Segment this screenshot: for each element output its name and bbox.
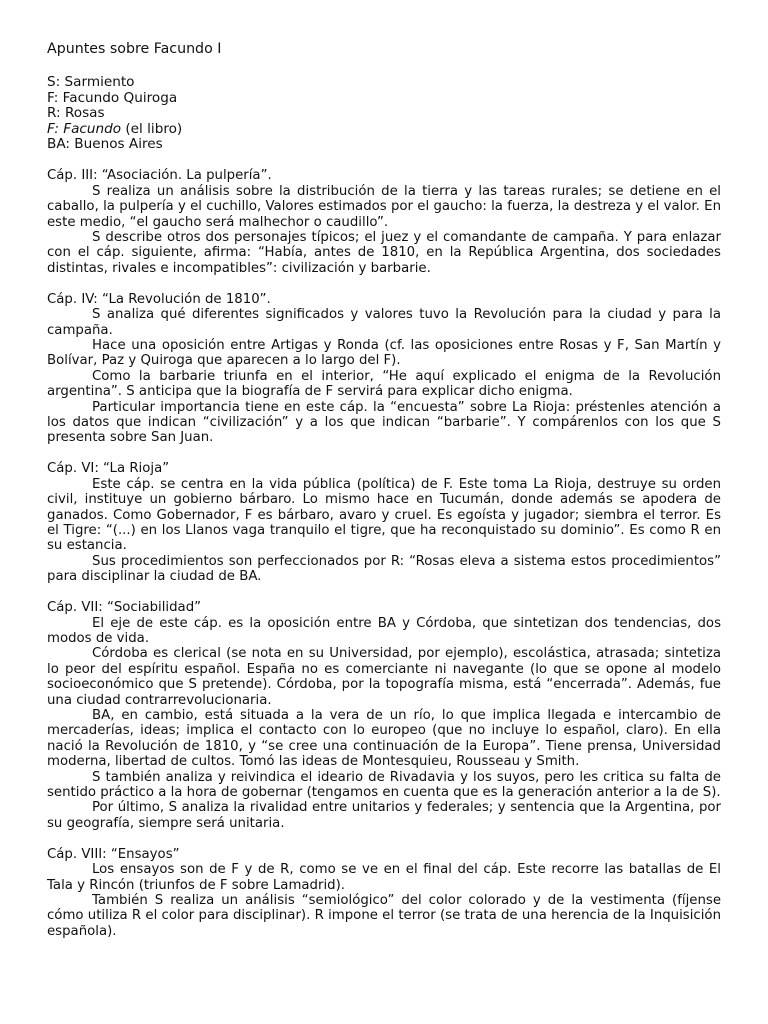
paragraph: El eje de este cáp. es la oposición entre BA y Córdoba, que sintetizan dos tendencias, dos modos de vida. bbox=[47, 615, 721, 646]
paragraph: También S realiza un análisis “semiológico” del color colorado y de la vestimenta (fíjense cómo utiliza R el color para disciplinar). R impone el terror (se trata de una herencia de la Inquisición española). bbox=[47, 892, 721, 939]
legend-item: S: Sarmiento bbox=[47, 74, 135, 91]
chapter-iii bbox=[47, 168, 721, 276]
legend-key: F bbox=[47, 89, 54, 106]
legend-value: Buenos Aires bbox=[74, 136, 163, 153]
legend-key: S bbox=[47, 74, 56, 91]
chapter-iv bbox=[47, 292, 721, 446]
paragraph: S también analiza y reivindica el ideario de Rivadavia y los suyos, pero les critica su falta de sentido práctico a la hora de gobernar (tengamos en cuenta que es la generación anterior a la de S). bbox=[47, 769, 721, 800]
document-page bbox=[47, 42, 721, 955]
paragraph: S realiza un análisis sobre la distribución de la tierra y las tareas rurales; se detiene en el caballo, la pulpería y el cuchillo, Valores estimados por el gaucho: la fuerza, la destreza y el valor. En este medio, “el gaucho será malhechor o caudillo”. bbox=[47, 183, 721, 230]
chapter-title: Cáp. VIII: “Ensayos” bbox=[47, 846, 180, 862]
legend-item: F: Facundo (el libro) bbox=[47, 120, 183, 137]
chapter-title: Cáp. IV: “La Revolución de 1810”. bbox=[47, 291, 271, 307]
paragraph: Hace una oposición entre Artigas y Ronda (cf. las oposiciones entre Rosas y F, San Martín y Bolívar, Paz y Quiroga que aparecen a lo largo del F). bbox=[47, 338, 721, 369]
paragraph: Como la barbarie triunfa en el interior, “He aquí explicado el enigma de la Revolución argentina”. S anticipa que la biografía de F servirá para explicar dicho enigma. bbox=[47, 368, 721, 400]
paragraph: S analiza qué diferentes significados y valores tuvo la Revolución para la ciudad y para la campaña. bbox=[47, 307, 721, 338]
chapter-viii bbox=[47, 847, 721, 939]
paragraph: Los ensayos son de F y de R, como se ve en el final del cáp. Este recorre las batallas de El Tala y Rincón (triunfos de F sobre Lamadrid). bbox=[47, 862, 721, 893]
chapter-vi bbox=[47, 461, 721, 584]
legend-key: BA bbox=[47, 136, 66, 153]
legend-key: F bbox=[47, 120, 55, 137]
legend-value: Facundo Quiroga bbox=[62, 89, 178, 106]
paragraph: Particular importancia tiene en este cáp. la “encuesta” sobre La Rioja: préstenles atención a los datos que indican “civilización” y a los que indican “barbarie”. Y compárenlos con los que S presenta sobre San Juan. bbox=[47, 399, 721, 446]
legend-suffix: (el libro) bbox=[121, 120, 183, 137]
chapter-title: Cáp. VI: “La Rioja” bbox=[47, 461, 170, 477]
legend-value: Facundo bbox=[63, 120, 122, 137]
legend-item: BA: Buenos Aires bbox=[47, 136, 163, 153]
chapter-title: Cáp. VII: “Sociabilidad” bbox=[47, 600, 202, 616]
paragraph: Sus procedimientos son perfeccionados por R: “Rosas eleva a sistema estos procedimientos” para disciplinar la ciudad de BA. bbox=[47, 553, 721, 585]
chapter-title: Cáp. III: “Asociación. La pulpería”. bbox=[47, 168, 272, 184]
paragraph: Este cáp. se centra en la vida pública (política) de F. Este toma La Rioja, destruye su orden civil, instituye un gobierno bárbaro. Lo mismo hace en Tucumán, donde además se apodera de ganados. Como Gobernador, F es bárbaro, avaro y cruel. Es egoísta y jugador; siembra el terror. Es el Tigre: “(...) en los Llanos vaga tranquilo el tigre, que ha reconquistado su dominio”. Es como R en su estancia. bbox=[47, 476, 721, 554]
paragraph: Córdoba es clerical (se nota en su Universidad, por ejemplo), escolástica, atrasada; sintetiza lo peor del espíritu español. España no es comerciante ni navegante (lo que se opone al modelo socioeconómico que S pretende). Córdoba, por la topografía misma, está “encerrada”. Además, fue una ciudad contrarrevolucionaria. bbox=[47, 646, 721, 708]
legend-item: R: Rosas bbox=[47, 105, 105, 122]
paragraph: Por último, S analiza la rivalidad entre unitarios y federales; y sentencia que la Argentina, por su geografía, siempre será unitaria. bbox=[47, 800, 721, 831]
chapter-vii bbox=[47, 600, 721, 831]
abbreviation-legend bbox=[47, 75, 721, 152]
document-title: Apuntes sobre Facundo I bbox=[47, 41, 222, 57]
paragraph: BA, en cambio, está situada a la vera de un río, lo que implica llegada e intercambio de mercaderías, ideas; implica el contacto con lo europeo (que no incluye lo español, claro). En ella nació la Revolución de 1810, y “se cree una continuación de la Europa”. Tiene prensa, Universidad moderna, libertad de cultos. Tomó las ideas de Montesquieu, Rousseau y Smith. bbox=[47, 707, 721, 770]
legend-value: Rosas bbox=[64, 105, 105, 122]
legend-value: Sarmiento bbox=[64, 74, 135, 91]
legend-item: F: Facundo Quiroga bbox=[47, 89, 178, 106]
legend-key: R bbox=[47, 105, 57, 122]
paragraph: S describe otros dos personajes típicos; el juez y el comandante de campaña. Y para enlazar con el cáp. siguiente, afirma: “Había, antes de 1810, en la República Argentina, dos sociedades distintas, rivales e incompatibles”: civilización y barbarie. bbox=[47, 230, 721, 276]
